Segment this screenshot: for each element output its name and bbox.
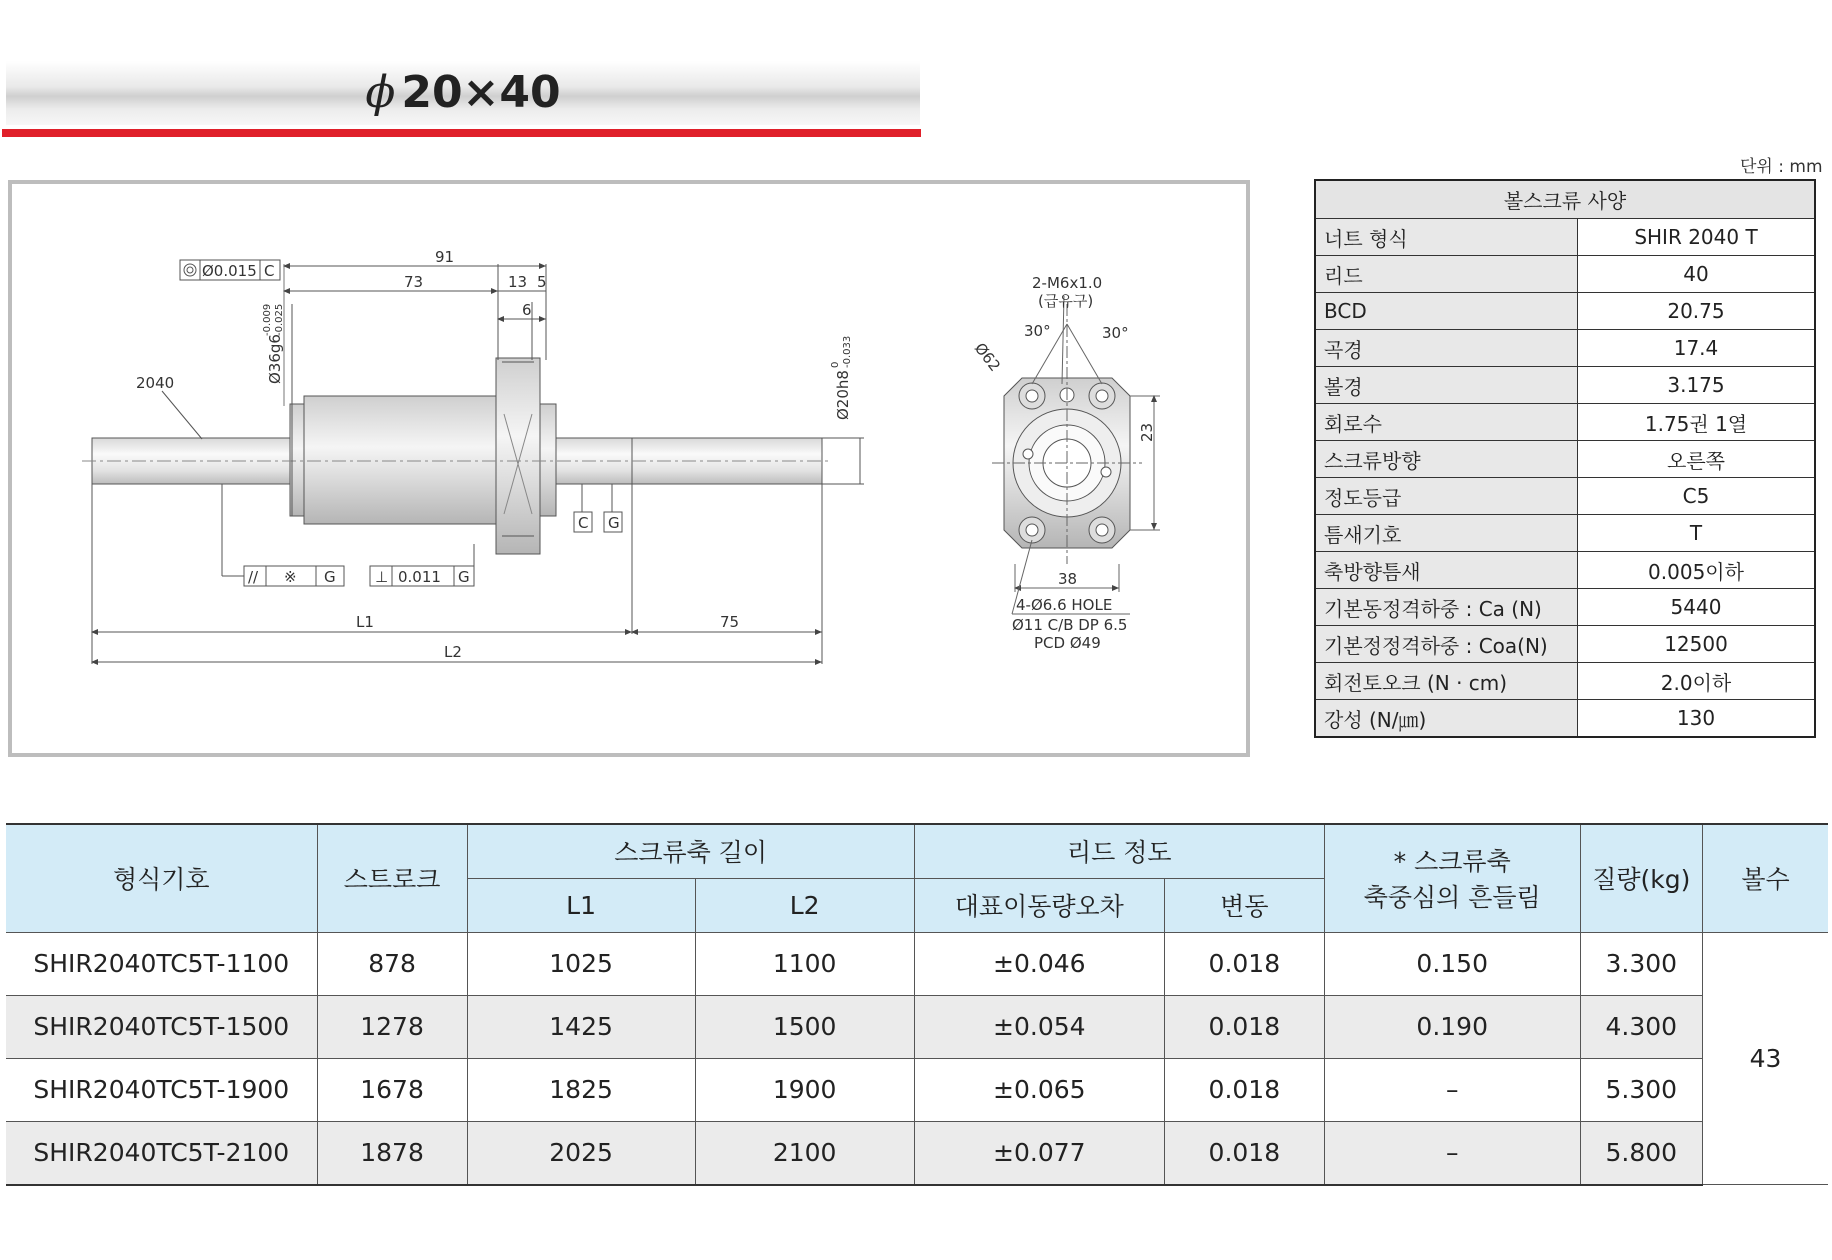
spec-row bbox=[1315, 367, 1815, 404]
title-symbol: ϕ bbox=[365, 67, 396, 118]
spec-value: 3.175 bbox=[1578, 367, 1816, 404]
parallelism-value: ※ bbox=[284, 568, 297, 586]
dim-dia36-tol-upper: -0.009 bbox=[262, 303, 273, 336]
hole-note-3: PCD Ø49 bbox=[1034, 634, 1101, 652]
spec-value: C5 bbox=[1578, 478, 1816, 515]
cell-l1: 1025 bbox=[467, 932, 695, 995]
title-underline bbox=[2, 129, 921, 137]
cell-mass: 3.300 bbox=[1580, 932, 1702, 995]
spec-row bbox=[1315, 330, 1815, 367]
datum-c: C bbox=[578, 514, 589, 532]
cell-runout: 0.190 bbox=[1324, 995, 1580, 1058]
dim-23: 23 bbox=[1138, 422, 1156, 442]
dim-l1: L1 bbox=[356, 613, 374, 631]
dim-73: 73 bbox=[404, 273, 424, 291]
spec-row bbox=[1315, 515, 1815, 552]
spec-key: 곡경 bbox=[1315, 330, 1578, 367]
header-l2: L2 bbox=[695, 878, 914, 932]
technical-drawing bbox=[8, 180, 1250, 757]
angle-left: 30° bbox=[1024, 322, 1051, 340]
spec-row bbox=[1315, 219, 1815, 256]
header-runout bbox=[1324, 824, 1580, 932]
cell-runout: 0.150 bbox=[1324, 932, 1580, 995]
spec-value: 20.75 bbox=[1578, 293, 1816, 330]
header-mass: 질량(kg) bbox=[1580, 824, 1702, 932]
table-row bbox=[6, 995, 1828, 1058]
perpendicularity-symbol: ⊥ bbox=[375, 568, 389, 586]
parallelism-datum: G bbox=[324, 568, 336, 586]
cell-runout: – bbox=[1324, 1058, 1580, 1121]
cell-l2: 2100 bbox=[695, 1121, 914, 1185]
spec-key: 기본정정격하중 : Coa(N) bbox=[1315, 626, 1578, 663]
spec-value: 17.4 bbox=[1578, 330, 1816, 367]
header-balls: 볼수 bbox=[1703, 824, 1828, 932]
model-table bbox=[6, 823, 1828, 1186]
spec-key: 리드 bbox=[1315, 256, 1578, 293]
header-rep-error: 대표이동량오차 bbox=[914, 878, 1164, 932]
cell-l1: 1825 bbox=[467, 1058, 695, 1121]
spec-value: 12500 bbox=[1578, 626, 1816, 663]
dim-6: 6 bbox=[522, 301, 532, 319]
perpendicularity-datum: G bbox=[458, 568, 470, 586]
hole-note-1: 4-Ø6.6 HOLE bbox=[1016, 596, 1113, 614]
dim-13: 13 bbox=[508, 273, 528, 291]
cell-mass: 5.800 bbox=[1580, 1121, 1702, 1185]
spec-key: 너트 형식 bbox=[1315, 219, 1578, 256]
cell-stroke: 1278 bbox=[317, 995, 467, 1058]
cell-l2: 1900 bbox=[695, 1058, 914, 1121]
page-title bbox=[6, 61, 920, 125]
spec-value: 5440 bbox=[1578, 589, 1816, 626]
header-lead-accuracy: 리드 정도 bbox=[914, 824, 1324, 878]
spec-key: 회로수 bbox=[1315, 404, 1578, 441]
dim-dia20-tol-lower: -0.033 bbox=[842, 335, 853, 368]
spec-value: SHIR 2040 T bbox=[1578, 219, 1816, 256]
spec-row bbox=[1315, 626, 1815, 663]
cell-variation: 0.018 bbox=[1164, 1121, 1324, 1185]
cell-rep-error: ±0.046 bbox=[914, 932, 1164, 995]
nut-flange bbox=[496, 358, 540, 554]
cell-mass: 5.300 bbox=[1580, 1058, 1702, 1121]
cell-variation: 0.018 bbox=[1164, 995, 1324, 1058]
tap-label: 2-M6x1.0 bbox=[1032, 274, 1103, 292]
spec-table-title: 볼스크류 사양 bbox=[1315, 180, 1815, 219]
unit-label: 단위 : mm bbox=[1740, 157, 1823, 177]
spec-row bbox=[1315, 700, 1815, 738]
cell-variation: 0.018 bbox=[1164, 932, 1324, 995]
dim-dia36-tol-lower: -0.025 bbox=[274, 303, 285, 336]
spec-row bbox=[1315, 589, 1815, 626]
dim-38: 38 bbox=[1058, 570, 1078, 588]
table-row bbox=[6, 1058, 1828, 1121]
header-shaft-length: 스크류축 길이 bbox=[467, 824, 914, 878]
dim-5: 5 bbox=[537, 273, 547, 291]
drawing-svg bbox=[12, 184, 1246, 753]
perpendicularity-value: 0.011 bbox=[398, 568, 441, 586]
spec-row bbox=[1315, 478, 1815, 515]
spec-table-body bbox=[1315, 219, 1815, 738]
table-row bbox=[6, 1121, 1828, 1185]
header-runout-line1: * 스크류축 bbox=[1393, 847, 1511, 877]
spec-value: T bbox=[1578, 515, 1816, 552]
spec-key: 정도등급 bbox=[1315, 478, 1578, 515]
dim-dia20: Ø20h8 bbox=[834, 370, 852, 420]
cell-ball-count: 43 bbox=[1703, 932, 1828, 1185]
spec-value: 1.75권 1열 bbox=[1578, 404, 1816, 441]
cell-model: SHIR2040TC5T-1500 bbox=[6, 995, 317, 1058]
header-variation: 변동 bbox=[1164, 878, 1324, 932]
cell-rep-error: ±0.054 bbox=[914, 995, 1164, 1058]
cell-l1: 1425 bbox=[467, 995, 695, 1058]
cell-stroke: 878 bbox=[317, 932, 467, 995]
header-runout-line2: 축중심의 흔들림 bbox=[1363, 883, 1541, 913]
spec-row bbox=[1315, 293, 1815, 330]
spec-key: 강성 (N/㎛) bbox=[1315, 700, 1578, 738]
cell-model: SHIR2040TC5T-1900 bbox=[6, 1058, 317, 1121]
spec-row bbox=[1315, 663, 1815, 700]
spec-value: 2.0이하 bbox=[1578, 663, 1816, 700]
cell-mass: 4.300 bbox=[1580, 995, 1702, 1058]
spec-row bbox=[1315, 256, 1815, 293]
title-bar bbox=[6, 61, 920, 125]
spec-key: 축방향틈새 bbox=[1315, 552, 1578, 589]
header-stroke: 스트로크 bbox=[317, 824, 467, 932]
cell-rep-error: ±0.077 bbox=[914, 1121, 1164, 1185]
table-row bbox=[6, 932, 1828, 995]
dim-91: 91 bbox=[435, 248, 455, 266]
cell-stroke: 1878 bbox=[317, 1121, 467, 1185]
datum-g: G bbox=[608, 514, 620, 532]
cell-rep-error: ±0.065 bbox=[914, 1058, 1164, 1121]
cell-l2: 1100 bbox=[695, 932, 914, 995]
spec-table bbox=[1314, 179, 1816, 738]
cell-model: SHIR2040TC5T-2100 bbox=[6, 1121, 317, 1185]
tap-note: (급유구) bbox=[1038, 292, 1094, 310]
cell-stroke: 1678 bbox=[317, 1058, 467, 1121]
angle-right: 30° bbox=[1102, 324, 1129, 342]
spec-key: BCD bbox=[1315, 293, 1578, 330]
dim-dia36: Ø36g6 bbox=[266, 334, 284, 384]
model-callout: 2040 bbox=[136, 374, 175, 392]
dim-l2: L2 bbox=[444, 643, 462, 661]
title-text: 20×40 bbox=[401, 67, 561, 118]
nut-body bbox=[304, 396, 500, 524]
spec-value: 오른쪽 bbox=[1578, 441, 1816, 478]
runout-tolerance-label: Ø0.015 bbox=[202, 262, 257, 280]
spec-key: 틈새기호 bbox=[1315, 515, 1578, 552]
dim-dia20-tol-upper: 0 bbox=[830, 361, 841, 368]
hole-note-2: Ø11 C/B DP 6.5 bbox=[1012, 616, 1128, 634]
cell-l2: 1500 bbox=[695, 995, 914, 1058]
spec-key: 볼경 bbox=[1315, 367, 1578, 404]
cell-variation: 0.018 bbox=[1164, 1058, 1324, 1121]
header-l1: L1 bbox=[467, 878, 695, 932]
cell-runout: – bbox=[1324, 1121, 1580, 1185]
spec-key: 기본동정격하중 : Ca (N) bbox=[1315, 589, 1578, 626]
spec-value: 40 bbox=[1578, 256, 1816, 293]
header-model: 형식기호 bbox=[6, 824, 317, 932]
spec-row bbox=[1315, 441, 1815, 478]
spec-key: 회전토오크 (N · cm) bbox=[1315, 663, 1578, 700]
parallelism-symbol: // bbox=[248, 568, 259, 586]
runout-datum-label: C bbox=[264, 262, 275, 280]
spec-key: 스크류방향 bbox=[1315, 441, 1578, 478]
spec-row bbox=[1315, 404, 1815, 441]
dim-dia62: Ø62 bbox=[970, 339, 1005, 375]
dim-75: 75 bbox=[720, 613, 740, 631]
spec-row bbox=[1315, 552, 1815, 589]
cell-l1: 2025 bbox=[467, 1121, 695, 1185]
spec-value: 130 bbox=[1578, 700, 1816, 738]
spec-value: 0.005이하 bbox=[1578, 552, 1816, 589]
cell-model: SHIR2040TC5T-1100 bbox=[6, 932, 317, 995]
